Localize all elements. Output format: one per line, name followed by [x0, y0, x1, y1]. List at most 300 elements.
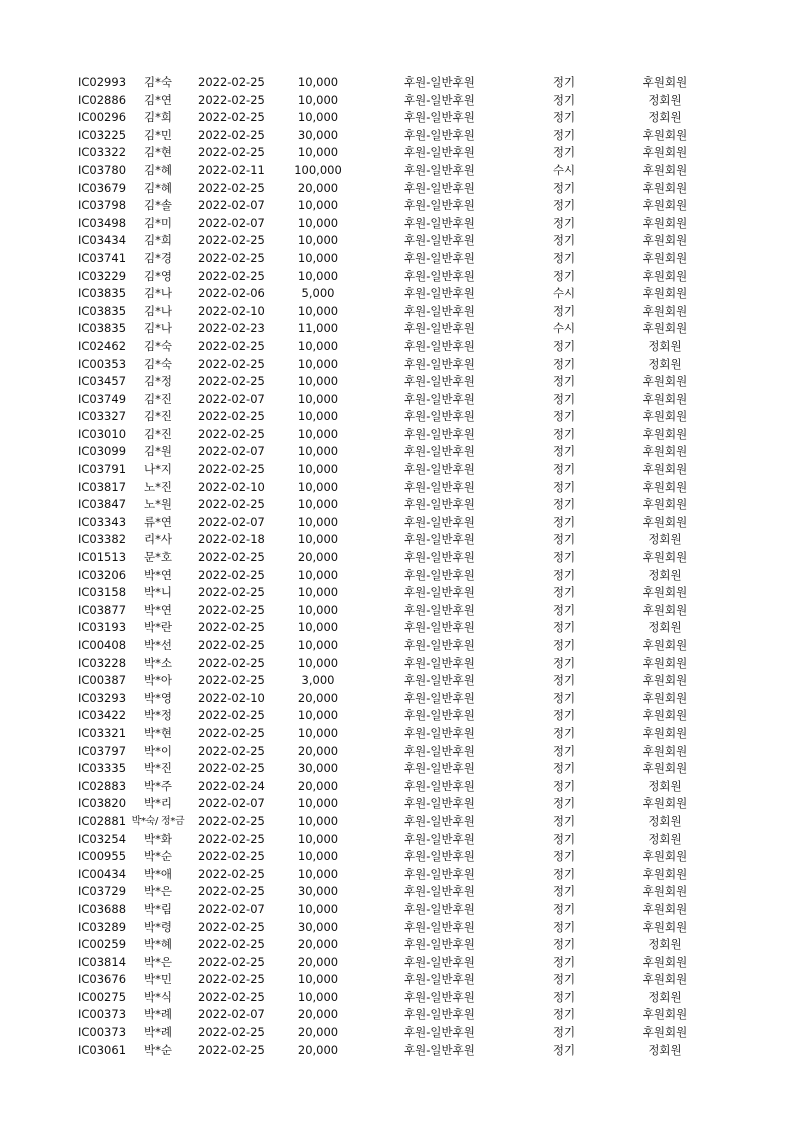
donor-name-cell: 김*진: [144, 409, 172, 424]
amount-cell: 10,000: [297, 866, 339, 881]
table-row: [0, 743, 810, 761]
donor-name-cell: 박*식: [144, 989, 172, 1004]
member-id-cell: IC02993: [78, 75, 127, 89]
donor-name-cell: 박*이: [144, 743, 172, 758]
category-cell: 후원-일반후원: [404, 673, 475, 688]
amount-cell: 11,000: [297, 321, 339, 336]
member-type-cell: 후원회원: [642, 268, 688, 283]
donor-name-cell: 김*영: [144, 268, 172, 283]
frequency-cell: 정기: [552, 145, 576, 160]
amount-cell: 10,000: [297, 989, 339, 1004]
member-type-cell: 정회원: [648, 532, 682, 547]
donor-name-cell: 김*숙: [144, 356, 172, 371]
donor-name-cell: 박*선: [144, 638, 172, 652]
member-id-cell: IC03099: [78, 444, 127, 459]
donor-name-cell: 박*령: [144, 919, 172, 934]
frequency-cell: 정기: [552, 866, 576, 881]
category-cell: 후원-일반후원: [404, 338, 475, 353]
date-cell: 2022-02-10: [198, 690, 265, 705]
category-cell: 후원-일반후원: [404, 409, 475, 424]
amount-cell: 10,000: [297, 849, 339, 864]
date-cell: 2022-02-07: [198, 901, 265, 916]
member-type-cell: 후원회원: [642, 374, 688, 389]
donor-name-cell: 박*순: [144, 1042, 172, 1057]
member-type-cell: 정회원: [648, 567, 682, 582]
donor-name-cell: 김*현: [144, 145, 172, 160]
date-cell: 2022-02-25: [198, 585, 265, 600]
date-cell: 2022-02-25: [198, 75, 265, 89]
frequency-cell: 정기: [552, 444, 576, 459]
amount-cell: 20,000: [297, 778, 339, 793]
member-type-cell: 후원회원: [642, 198, 688, 213]
frequency-cell: 정기: [552, 585, 576, 600]
date-cell: 2022-02-25: [198, 761, 265, 776]
frequency-cell: 정기: [552, 180, 576, 195]
donor-name-cell: 김*정: [144, 374, 172, 389]
donor-name-cell: 박*연: [144, 567, 172, 582]
category-cell: 후원-일반후원: [404, 690, 475, 705]
table-row: [0, 760, 810, 778]
member-type-cell: 후원회원: [642, 673, 688, 688]
category-cell: 후원-일반후원: [404, 620, 475, 635]
category-cell: 후원-일반후원: [404, 954, 475, 969]
member-type-cell: 후원회원: [642, 1025, 688, 1040]
member-type-cell: 후원회원: [642, 303, 688, 318]
frequency-cell: 정기: [552, 550, 576, 565]
table-row: [0, 778, 810, 796]
table-row: [0, 373, 810, 391]
date-cell: 2022-02-25: [198, 180, 265, 195]
date-cell: 2022-02-25: [198, 145, 265, 160]
amount-cell: 10,000: [297, 338, 339, 353]
member-id-cell: IC03676: [78, 972, 127, 987]
amount-cell: 10,000: [297, 303, 339, 318]
category-cell: 후원-일반후원: [404, 919, 475, 934]
member-id-cell: IC03741: [78, 250, 127, 265]
donor-name-cell: 김*솔: [144, 198, 172, 213]
member-type-cell: 후원회원: [642, 321, 688, 336]
amount-cell: 30,000: [297, 919, 339, 934]
date-cell: 2022-02-25: [198, 567, 265, 582]
frequency-cell: 수시: [552, 286, 576, 301]
amount-cell: 10,000: [297, 268, 339, 283]
member-type-cell: 후원회원: [642, 391, 688, 406]
member-type-cell: 정회원: [648, 110, 682, 125]
table-row: [0, 92, 810, 110]
category-cell: 후원-일반후원: [404, 743, 475, 758]
table-row: [0, 127, 810, 145]
amount-cell: 10,000: [297, 426, 339, 441]
category-cell: 후원-일반후원: [404, 761, 475, 776]
amount-cell: 10,000: [297, 638, 339, 652]
amount-cell: 3,000: [301, 673, 335, 688]
member-type-cell: 후원회원: [642, 761, 688, 776]
member-id-cell: IC03877: [78, 602, 127, 617]
amount-cell: 30,000: [297, 761, 339, 776]
frequency-cell: 정기: [552, 989, 576, 1004]
amount-cell: 10,000: [297, 567, 339, 582]
member-type-cell: 후원회원: [642, 725, 688, 740]
table-row: [0, 672, 810, 690]
frequency-cell: 정기: [552, 567, 576, 582]
table-row: [0, 690, 810, 708]
frequency-cell: 수시: [552, 321, 576, 336]
member-type-cell: 후원회원: [642, 972, 688, 987]
date-cell: 2022-02-06: [198, 286, 265, 301]
category-cell: 후원-일반후원: [404, 75, 475, 89]
category-cell: 후원-일반후원: [404, 110, 475, 125]
member-id-cell: IC03457: [78, 374, 127, 389]
amount-cell: 10,000: [297, 374, 339, 389]
member-id-cell: IC03498: [78, 215, 127, 230]
member-type-cell: 후원회원: [642, 75, 688, 89]
table-row: [0, 479, 810, 497]
date-cell: 2022-02-25: [198, 937, 265, 952]
frequency-cell: 정기: [552, 426, 576, 441]
table-row: [0, 1006, 810, 1024]
member-id-cell: IC02462: [78, 338, 127, 353]
date-cell: 2022-02-25: [198, 919, 265, 934]
member-type-cell: 후원회원: [642, 233, 688, 248]
amount-cell: 20,000: [297, 1025, 339, 1040]
member-type-cell: 후원회원: [642, 638, 688, 652]
donor-name-cell: 박*정: [144, 708, 172, 723]
date-cell: 2022-02-25: [198, 813, 265, 828]
category-cell: 후원-일반후원: [404, 233, 475, 248]
frequency-cell: 정기: [552, 127, 576, 142]
frequency-cell: 정기: [552, 233, 576, 248]
donor-name-cell: 박*숙/ 정*금: [131, 815, 185, 827]
date-cell: 2022-02-23: [198, 321, 265, 336]
amount-cell: 10,000: [297, 110, 339, 125]
frequency-cell: 정기: [552, 1025, 576, 1040]
donor-name-cell: 박*애: [144, 866, 172, 881]
category-cell: 후원-일반후원: [404, 462, 475, 477]
member-id-cell: IC03835: [78, 286, 127, 301]
frequency-cell: 정기: [552, 215, 576, 230]
table-row: [0, 426, 810, 444]
date-cell: 2022-02-18: [198, 532, 265, 547]
date-cell: 2022-02-11: [198, 162, 265, 177]
date-cell: 2022-02-25: [198, 602, 265, 617]
member-type-cell: 후원회원: [642, 409, 688, 424]
frequency-cell: 정기: [552, 92, 576, 107]
frequency-cell: 정기: [552, 514, 576, 529]
member-id-cell: IC03817: [78, 479, 127, 494]
frequency-cell: 정기: [552, 303, 576, 318]
member-id-cell: IC02886: [78, 92, 127, 107]
category-cell: 후원-일반후원: [404, 901, 475, 916]
frequency-cell: 정기: [552, 409, 576, 424]
donor-name-cell: 박*소: [144, 655, 172, 670]
date-cell: 2022-02-07: [198, 514, 265, 529]
date-cell: 2022-02-25: [198, 989, 265, 1004]
amount-cell: 20,000: [297, 1042, 339, 1057]
table-row: [0, 320, 810, 338]
amount-cell: 10,000: [297, 585, 339, 600]
date-cell: 2022-02-07: [198, 444, 265, 459]
amount-cell: 30,000: [297, 127, 339, 142]
donor-name-cell: 김*숙: [144, 338, 172, 353]
table-row: [0, 250, 810, 268]
table-row: [0, 109, 810, 127]
member-id-cell: IC03206: [78, 567, 127, 582]
date-cell: 2022-02-25: [198, 374, 265, 389]
member-type-cell: 정회원: [648, 937, 682, 952]
date-cell: 2022-02-25: [198, 866, 265, 881]
member-type-cell: 후원회원: [642, 145, 688, 160]
date-cell: 2022-02-10: [198, 303, 265, 318]
table-row: [0, 655, 810, 673]
table-row: [0, 795, 810, 813]
date-cell: 2022-02-25: [198, 708, 265, 723]
member-type-cell: 정회원: [648, 989, 682, 1004]
table-row: [0, 496, 810, 514]
member-id-cell: IC03835: [78, 303, 127, 318]
member-id-cell: IC03835: [78, 321, 127, 336]
table-row: [0, 813, 810, 831]
member-type-cell: 후원회원: [642, 444, 688, 459]
amount-cell: 20,000: [297, 954, 339, 969]
member-id-cell: IC00275: [78, 989, 127, 1004]
member-type-cell: 후원회원: [642, 1007, 688, 1022]
frequency-cell: 정기: [552, 497, 576, 512]
member-type-cell: 후원회원: [642, 479, 688, 494]
amount-cell: 10,000: [297, 391, 339, 406]
frequency-cell: 정기: [552, 655, 576, 670]
member-id-cell: IC00408: [78, 638, 127, 652]
frequency-cell: 정기: [552, 602, 576, 617]
frequency-cell: 정기: [552, 462, 576, 477]
frequency-cell: 정기: [552, 884, 576, 899]
category-cell: 후원-일반후원: [404, 813, 475, 828]
category-cell: 후원-일반후원: [404, 866, 475, 881]
date-cell: 2022-02-25: [198, 497, 265, 512]
donor-name-cell: 박*영: [144, 690, 172, 705]
donor-name-cell: 김*나: [144, 321, 172, 336]
member-type-cell: 후원회원: [642, 796, 688, 811]
donor-name-cell: 김*희: [144, 110, 172, 125]
category-cell: 후원-일반후원: [404, 215, 475, 230]
donor-name-cell: 노*진: [144, 479, 172, 494]
member-id-cell: IC03229: [78, 268, 127, 283]
member-id-cell: IC02883: [78, 778, 127, 793]
frequency-cell: 정기: [552, 1042, 576, 1057]
donor-name-cell: 박*은: [144, 954, 172, 969]
member-id-cell: IC03289: [78, 919, 127, 934]
category-cell: 후원-일반후원: [404, 444, 475, 459]
amount-cell: 10,000: [297, 215, 339, 230]
category-cell: 후원-일반후원: [404, 638, 475, 652]
table-row: [0, 883, 810, 901]
date-cell: 2022-02-25: [198, 620, 265, 635]
table-row: [0, 549, 810, 567]
table-row: [0, 848, 810, 866]
frequency-cell: 정기: [552, 761, 576, 776]
table-row: [0, 443, 810, 461]
category-cell: 후원-일반후원: [404, 426, 475, 441]
member-id-cell: IC03382: [78, 532, 127, 547]
amount-cell: 10,000: [297, 972, 339, 987]
frequency-cell: 정기: [552, 673, 576, 688]
frequency-cell: 정기: [552, 796, 576, 811]
amount-cell: 10,000: [297, 145, 339, 160]
date-cell: 2022-02-25: [198, 849, 265, 864]
table-row: [0, 989, 810, 1007]
category-cell: 후원-일반후원: [404, 550, 475, 565]
donor-name-cell: 김*희: [144, 233, 172, 248]
amount-cell: 10,000: [297, 831, 339, 846]
frequency-cell: 정기: [552, 356, 576, 371]
member-type-cell: 후원회원: [642, 550, 688, 565]
frequency-cell: 정기: [552, 743, 576, 758]
table-row: [0, 197, 810, 215]
frequency-cell: 정기: [552, 690, 576, 705]
member-type-cell: 후원회원: [642, 866, 688, 881]
category-cell: 후원-일반후원: [404, 92, 475, 107]
member-id-cell: IC00353: [78, 356, 127, 371]
date-cell: 2022-02-25: [198, 550, 265, 565]
member-id-cell: IC03422: [78, 708, 127, 723]
donor-name-cell: 리*사: [144, 532, 172, 547]
date-cell: 2022-02-25: [198, 655, 265, 670]
member-type-cell: 정회원: [648, 356, 682, 371]
member-id-cell: IC01513: [78, 550, 127, 565]
category-cell: 후원-일반후원: [404, 374, 475, 389]
donor-name-cell: 김*원: [144, 444, 172, 459]
frequency-cell: 정기: [552, 954, 576, 969]
amount-cell: 10,000: [297, 813, 339, 828]
date-cell: 2022-02-07: [198, 796, 265, 811]
amount-cell: 10,000: [297, 514, 339, 529]
category-cell: 후원-일반후원: [404, 937, 475, 952]
category-cell: 후원-일반후원: [404, 321, 475, 336]
amount-cell: 10,000: [297, 250, 339, 265]
table-row: [0, 919, 810, 937]
donor-name-cell: 박*연: [144, 602, 172, 617]
donor-name-cell: 김*혜: [144, 180, 172, 195]
member-id-cell: IC03791: [78, 462, 127, 477]
table-row: [0, 514, 810, 532]
amount-cell: 10,000: [297, 532, 339, 547]
member-id-cell: IC03434: [78, 233, 127, 248]
donor-name-cell: 박*아: [144, 673, 172, 688]
donor-name-cell: 김*진: [144, 426, 172, 441]
frequency-cell: 정기: [552, 901, 576, 916]
donor-name-cell: 박*림: [144, 901, 172, 916]
frequency-cell: 정기: [552, 338, 576, 353]
date-cell: 2022-02-25: [198, 356, 265, 371]
member-id-cell: IC03193: [78, 620, 127, 635]
donor-name-cell: 박*화: [144, 831, 172, 846]
table-row: [0, 215, 810, 233]
frequency-cell: 정기: [552, 250, 576, 265]
amount-cell: 20,000: [297, 937, 339, 952]
donor-name-cell: 문*호: [144, 550, 172, 565]
frequency-cell: 수시: [552, 162, 576, 177]
category-cell: 후원-일반후원: [404, 831, 475, 846]
table-row: [0, 232, 810, 250]
category-cell: 후원-일반후원: [404, 1042, 475, 1057]
member-id-cell: IC03225: [78, 127, 127, 142]
category-cell: 후원-일반후원: [404, 1025, 475, 1040]
member-id-cell: IC00387: [78, 673, 127, 688]
donor-name-cell: 류*연: [144, 514, 172, 529]
donor-name-cell: 박*민: [144, 972, 172, 987]
table-row: [0, 461, 810, 479]
category-cell: 후원-일반후원: [404, 796, 475, 811]
member-id-cell: IC03061: [78, 1042, 127, 1057]
amount-cell: 10,000: [297, 655, 339, 670]
member-id-cell: IC03343: [78, 514, 127, 529]
date-cell: 2022-02-25: [198, 884, 265, 899]
member-type-cell: 후원회원: [642, 514, 688, 529]
member-type-cell: 후원회원: [642, 602, 688, 617]
amount-cell: 10,000: [297, 409, 339, 424]
member-type-cell: 정회원: [648, 778, 682, 793]
amount-cell: 20,000: [297, 690, 339, 705]
date-cell: 2022-02-07: [198, 198, 265, 213]
amount-cell: 100,000: [294, 162, 342, 177]
member-type-cell: 정회원: [648, 620, 682, 635]
category-cell: 후원-일반후원: [404, 180, 475, 195]
frequency-cell: 정기: [552, 972, 576, 987]
member-type-cell: 후원회원: [642, 901, 688, 916]
date-cell: 2022-02-25: [198, 110, 265, 125]
date-cell: 2022-02-25: [198, 1042, 265, 1057]
donor-name-cell: 박*란: [144, 620, 172, 635]
table-row: [0, 584, 810, 602]
table-row: [0, 338, 810, 356]
category-cell: 후원-일반후원: [404, 1007, 475, 1022]
amount-cell: 30,000: [297, 884, 339, 899]
category-cell: 후원-일반후원: [404, 286, 475, 301]
table-row: [0, 356, 810, 374]
amount-cell: 10,000: [297, 356, 339, 371]
date-cell: 2022-02-10: [198, 479, 265, 494]
donor-name-cell: 박*주: [144, 778, 172, 793]
date-cell: 2022-02-25: [198, 409, 265, 424]
amount-cell: 10,000: [297, 620, 339, 635]
member-id-cell: IC03688: [78, 901, 127, 916]
amount-cell: 20,000: [297, 743, 339, 758]
table-row: [0, 954, 810, 972]
amount-cell: 10,000: [297, 725, 339, 740]
category-cell: 후원-일반후원: [404, 602, 475, 617]
member-type-cell: 후원회원: [642, 180, 688, 195]
table-row: [0, 391, 810, 409]
table-row: [0, 162, 810, 180]
date-cell: 2022-02-25: [198, 426, 265, 441]
date-cell: 2022-02-07: [198, 1007, 265, 1022]
member-type-cell: 후원회원: [642, 286, 688, 301]
amount-cell: 20,000: [297, 550, 339, 565]
member-id-cell: IC00373: [78, 1025, 127, 1040]
table-row: [0, 831, 810, 849]
frequency-cell: 정기: [552, 919, 576, 934]
amount-cell: 20,000: [297, 180, 339, 195]
amount-cell: 10,000: [297, 462, 339, 477]
table-row: [0, 1042, 810, 1060]
category-cell: 후원-일반후원: [404, 162, 475, 177]
table-row: [0, 567, 810, 585]
member-type-cell: 정회원: [648, 338, 682, 353]
category-cell: 후원-일반후원: [404, 268, 475, 283]
donor-name-cell: 김*민: [144, 127, 172, 142]
frequency-cell: 정기: [552, 110, 576, 125]
category-cell: 후원-일반후원: [404, 884, 475, 899]
member-id-cell: IC03322: [78, 145, 127, 160]
